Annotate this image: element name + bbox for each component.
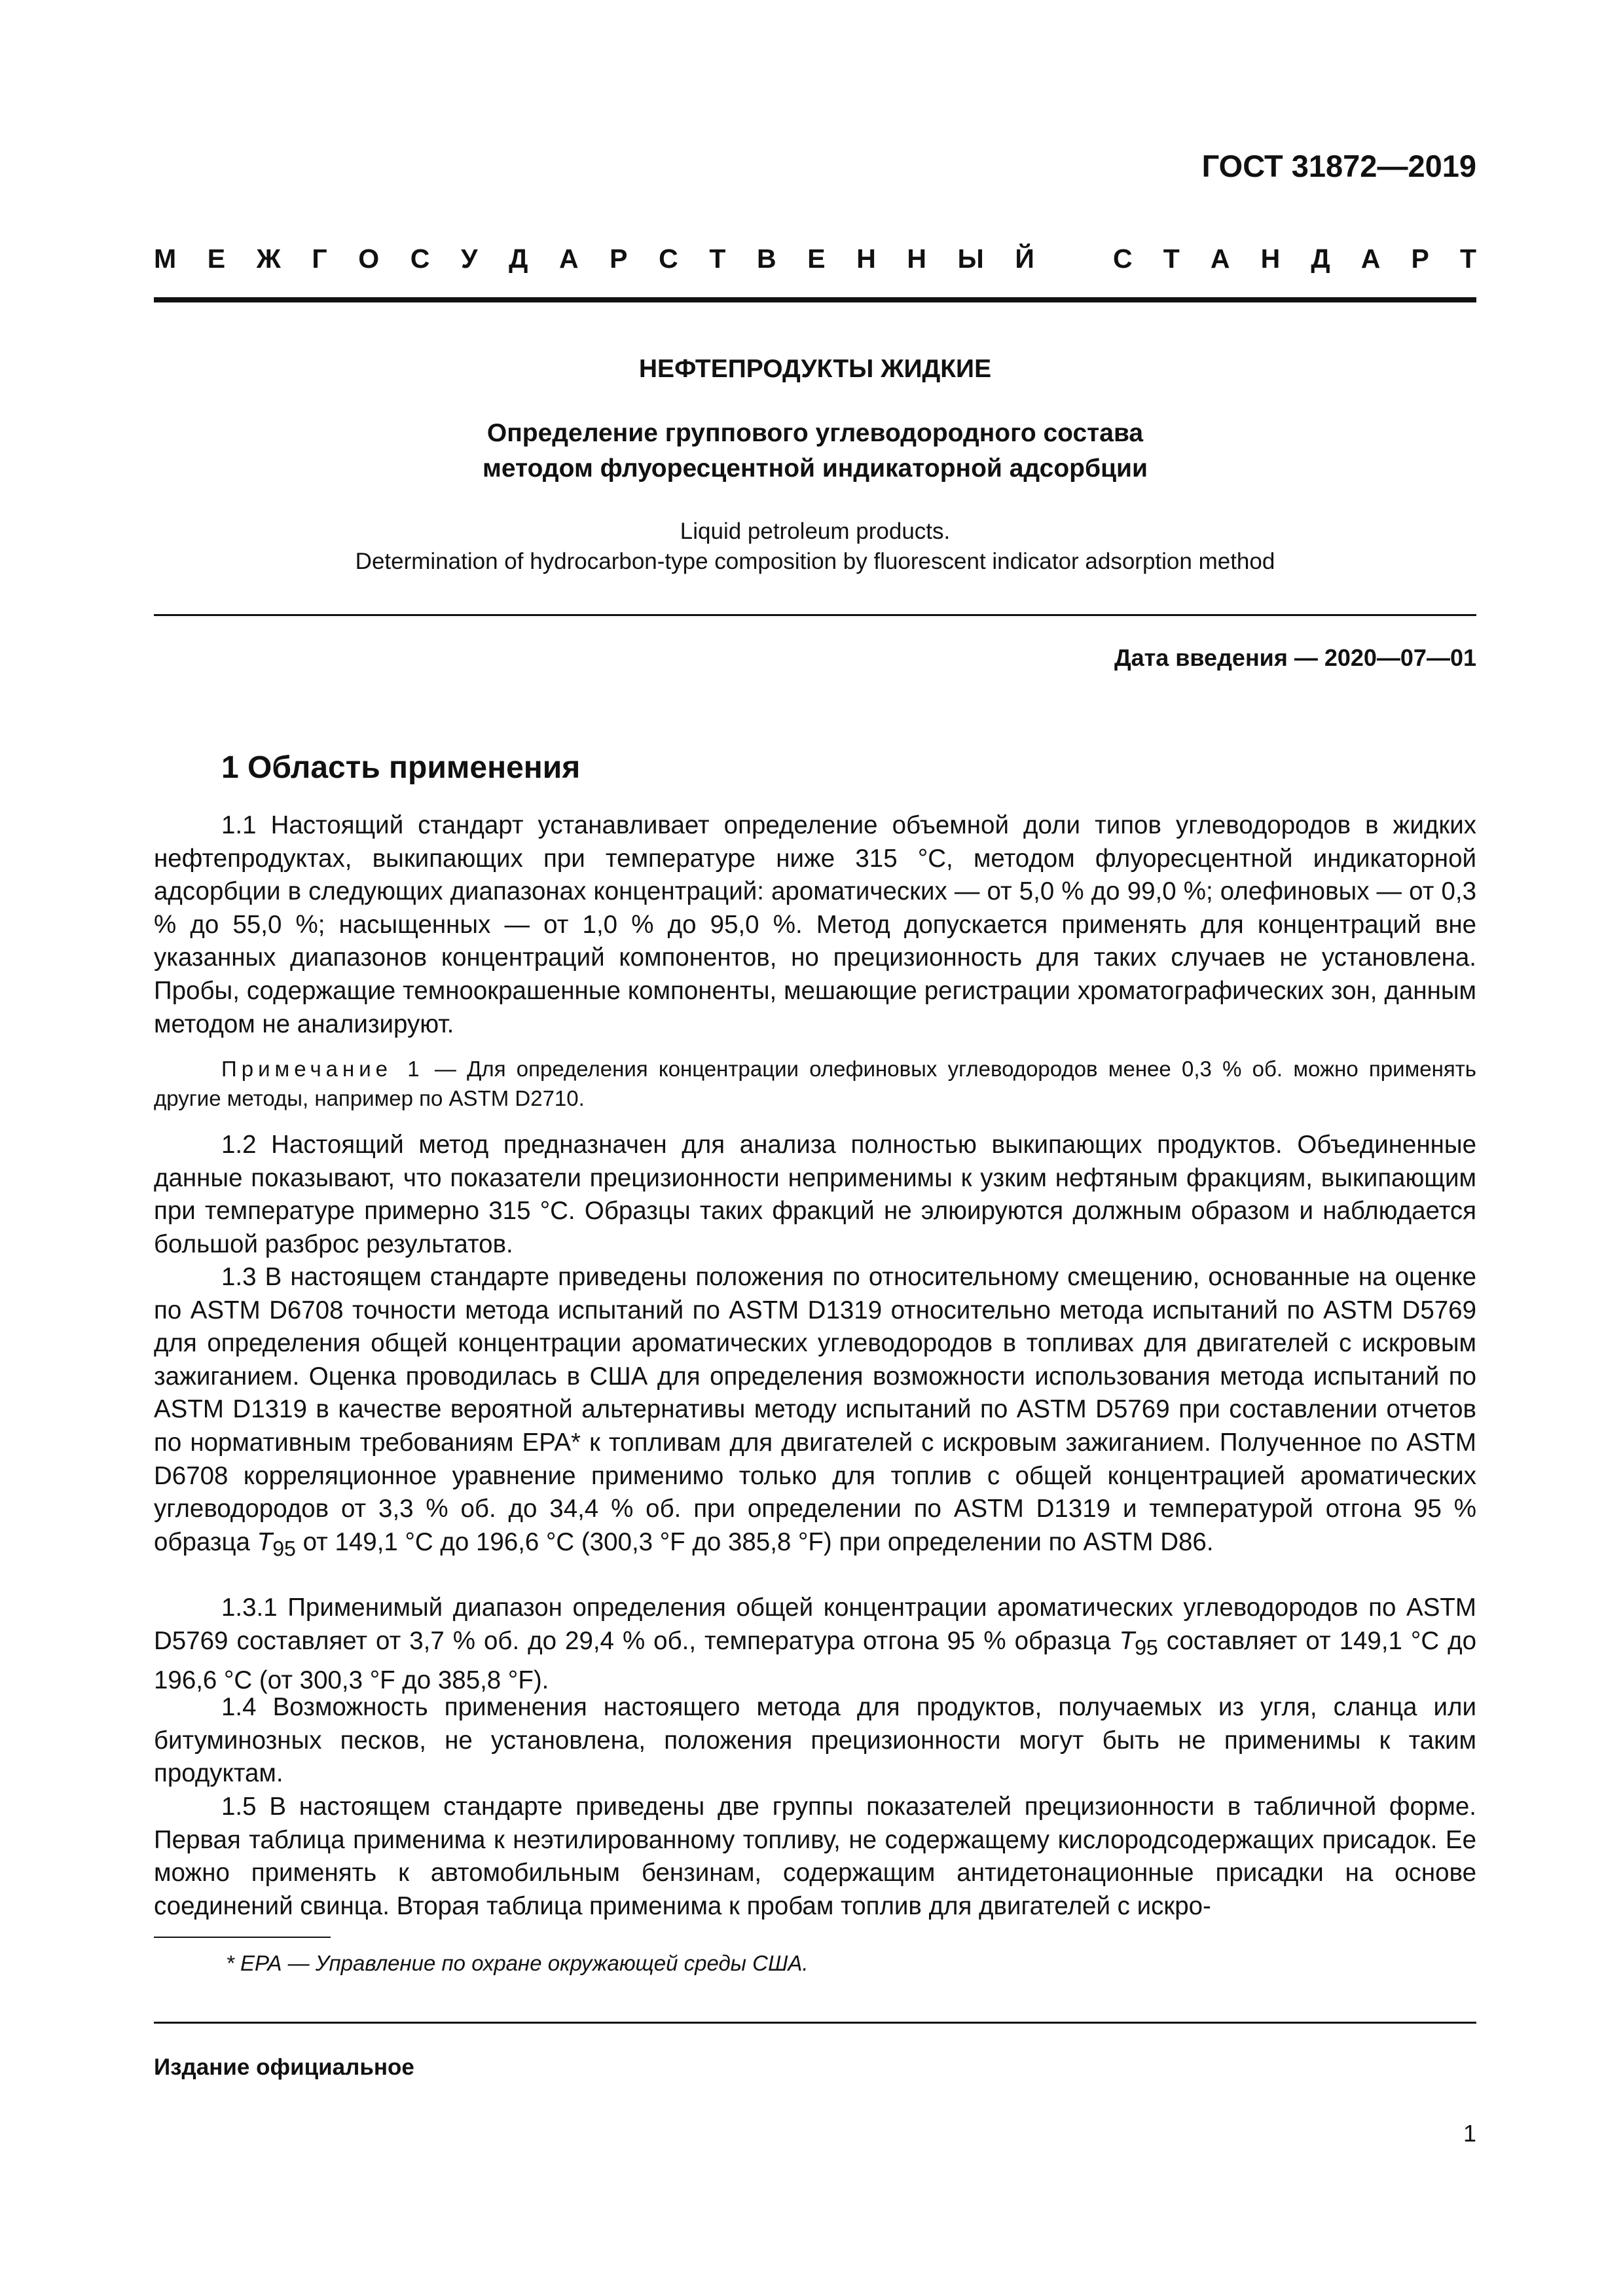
standard-type-word-1-letter: О bbox=[358, 244, 380, 274]
note-label: Примечание 1 bbox=[221, 1057, 424, 1081]
standard-type-word-1-letter: А bbox=[558, 244, 579, 274]
footer-rule bbox=[154, 2022, 1476, 2024]
standard-type-word-1-letter: С bbox=[410, 244, 430, 274]
paragraph-1-3-1-text-b: составляет от 149,1 °С до 196,6 °С (от 300,3 °F до 385,8 °F). bbox=[154, 1626, 1476, 1694]
standard-type-word-1-letter: У bbox=[461, 244, 478, 274]
footnote: * ЕРА — Управление по охране окружающей среды США. bbox=[226, 1951, 809, 1975]
english-title-line-1: Liquid petroleum products. bbox=[680, 519, 951, 544]
standard-type-word-2-letter: Р bbox=[1411, 244, 1429, 274]
standard-type-word-2-letter: Т bbox=[1459, 244, 1476, 274]
footnote-separator bbox=[154, 1937, 331, 1938]
standard-type-word-1-letter: Ы bbox=[957, 244, 984, 274]
t95-symbol: T bbox=[257, 1527, 273, 1556]
standard-type-word-1-letter: М bbox=[154, 244, 177, 274]
paragraph-1-4 bbox=[154, 1691, 1476, 1791]
standard-type-word-2-letter: Н bbox=[1260, 244, 1281, 274]
standard-type-word-2 bbox=[1113, 244, 1476, 274]
section-heading: 1 Область применения bbox=[221, 750, 581, 785]
document-subtitle-line-2: методом флуоресцентной индикаторной адсорбции bbox=[483, 454, 1148, 483]
standard-type-word-1-letter: Г bbox=[312, 244, 327, 274]
paragraph-1-5 bbox=[154, 1791, 1476, 1923]
standard-type-word-1-letter: Ж bbox=[256, 244, 281, 274]
standard-type-word-2-letter: А bbox=[1210, 244, 1230, 274]
standard-type-word-1-letter: Е bbox=[807, 244, 826, 274]
standard-type-word-2-letter: А bbox=[1360, 244, 1381, 274]
standard-type-word-1-letter: Е bbox=[207, 244, 226, 274]
standard-type-word-2-letter: С bbox=[1113, 244, 1133, 274]
paragraph-1-1-text: 1.1 Настоящий стандарт устанавливает определение объемной доли типов углеводородов в жидких нефтепродуктах, выкипающих при температуре ниже 315 °С, методом флуоресцентной индикаторной адсорбции в следующих диапазонах концентраций: ароматических — от 5,0 % до 99,0 %; олефиновых — от 0,3 % до 55,0 %; насыщенных — от 1,0 % до 95,0 %. Метод допускается применять для концентраций вне указанных диапазонов концентраций компонентов, но прецизионность для таких случаев не установлена. Пробы, содержащие темноокрашенные компоненты, мешающие регистрации хроматографических зон, данным методом не анализируют. bbox=[154, 811, 1476, 1038]
standard-type-word-1-letter: Н bbox=[856, 244, 876, 274]
edition-label: Издание официальное bbox=[154, 2054, 414, 2080]
paragraph-1-3-1 bbox=[154, 1592, 1476, 1697]
document-title: НЕФТЕПРОДУКТЫ ЖИДКИЕ bbox=[638, 355, 992, 383]
paragraph-1-3-text-a: 1.3 В настоящем стандарте приведены положения по относительному смещению, основанные на оценке по ASTM D6708 точности метода испытаний по ASTM D1319 относительно метода испытаний по ASTM D5769 для определения общей концентрации ароматических углеводородов в топливах для двигателей с искровым зажиганием. Оценка проводилась в США для определения возможности использования метода испытаний по ASTM D1319 в качестве вероятной альтернативы методу испытаний по ASTM D5769 при составлении отчетов по нормативным требованиям ЕРА* к топливам для двигателей с искровым зажиганием. Полученное по ASTM D6708 корреляционное уравнение применимо только для топлив с общей концентрацией ароматических углеводородов от 3,3 % об. до 34,4 % об. при определении по ASTM D1319 и температурой отгона 95 % образца bbox=[154, 1263, 1476, 1556]
t95-subscript: 95 bbox=[272, 1537, 296, 1561]
standard-type-word-1-letter: Й bbox=[1015, 244, 1034, 274]
paragraph-1-3 bbox=[154, 1261, 1476, 1565]
standard-type-word-1 bbox=[154, 244, 1034, 274]
paragraph-1-4-text: 1.4 Возможность применения настоящего метода для продуктов, получаемых из угля, сланца или битуминозных песков, не установлена, положения прецизионности могут быть не применимы к таким продуктам. bbox=[154, 1693, 1476, 1788]
paragraph-1-1 bbox=[154, 809, 1476, 1041]
header-rule bbox=[154, 297, 1476, 302]
paragraph-1-5-text: 1.5 В настоящем стандарте приведены две группы показателей прецизионности в табличной форме. Первая таблица применима к неэтилированному топливу, не содержащему кислородсодержащих присадок. Ее можно применять к автомобильным бензинам, содержащим антидетонационные присадки на основе соединений свинца. Вторая таблица применима к пробам топлив для двигателей с искро- bbox=[154, 1793, 1476, 1920]
standard-type-word-1-letter: Д bbox=[509, 244, 528, 274]
t95-subscript-2: 95 bbox=[1135, 1635, 1158, 1660]
note-1 bbox=[154, 1054, 1476, 1113]
document-subtitle-line-1: Определение группового углеводородного состава bbox=[486, 419, 1144, 447]
standard-type-word-1-letter: Н bbox=[907, 244, 927, 274]
paragraph-1-2 bbox=[154, 1129, 1476, 1261]
standard-type-heading bbox=[154, 244, 1476, 283]
english-title-line-2: Determination of hydrocarbon-type composition by fluorescent indicator adsorption method bbox=[355, 549, 1275, 574]
paragraph-1-3-text-b: от 149,1 °С до 196,6 °С (300,3 °F до 385,8 °F) при определении по ASTM D86. bbox=[295, 1527, 1214, 1556]
note-text: — Для определения концентрации олефиновых углеводородов менее 0,3 % об. можно применять другие методы, например по ASTM D2710. bbox=[154, 1057, 1477, 1110]
standard-type-word-1-letter: Р bbox=[610, 244, 628, 274]
standard-type-word-2-letter: Д bbox=[1311, 244, 1330, 274]
paragraph-1-3-1-text-a: 1.3.1 Применимый диапазон определения общей концентрации ароматических углеводородов по ASTM D5769 составляет от 3,7 % об. до 29,4 % об., температура отгона 95 % образца bbox=[154, 1594, 1476, 1655]
standard-type-word-2-letter: Т bbox=[1163, 244, 1180, 274]
standard-type-word-1-letter: С bbox=[659, 244, 678, 274]
standard-type-word-1-letter: В bbox=[757, 244, 776, 274]
document-number: ГОСТ 31872—2019 bbox=[1201, 149, 1476, 183]
paragraph-1-2-text: 1.2 Настоящий метод предназначен для анализа полностью выкипающих продуктов. Объединенные данные показывают, что показатели прецизионности неприменимы к узким нефтяным фракциям, выкипающим при температуре примерно 315 °С. Образцы таких фракций не элюируются должным образом и наблюдается большой разброс результатов. bbox=[154, 1131, 1476, 1258]
page-number: 1 bbox=[1463, 2120, 1476, 2147]
standard-type-word-1-letter: Т bbox=[709, 244, 726, 274]
t95-symbol-2: T bbox=[1119, 1626, 1135, 1655]
introduction-date: Дата введения — 2020—07—01 bbox=[1114, 644, 1476, 671]
title-rule bbox=[154, 614, 1476, 616]
